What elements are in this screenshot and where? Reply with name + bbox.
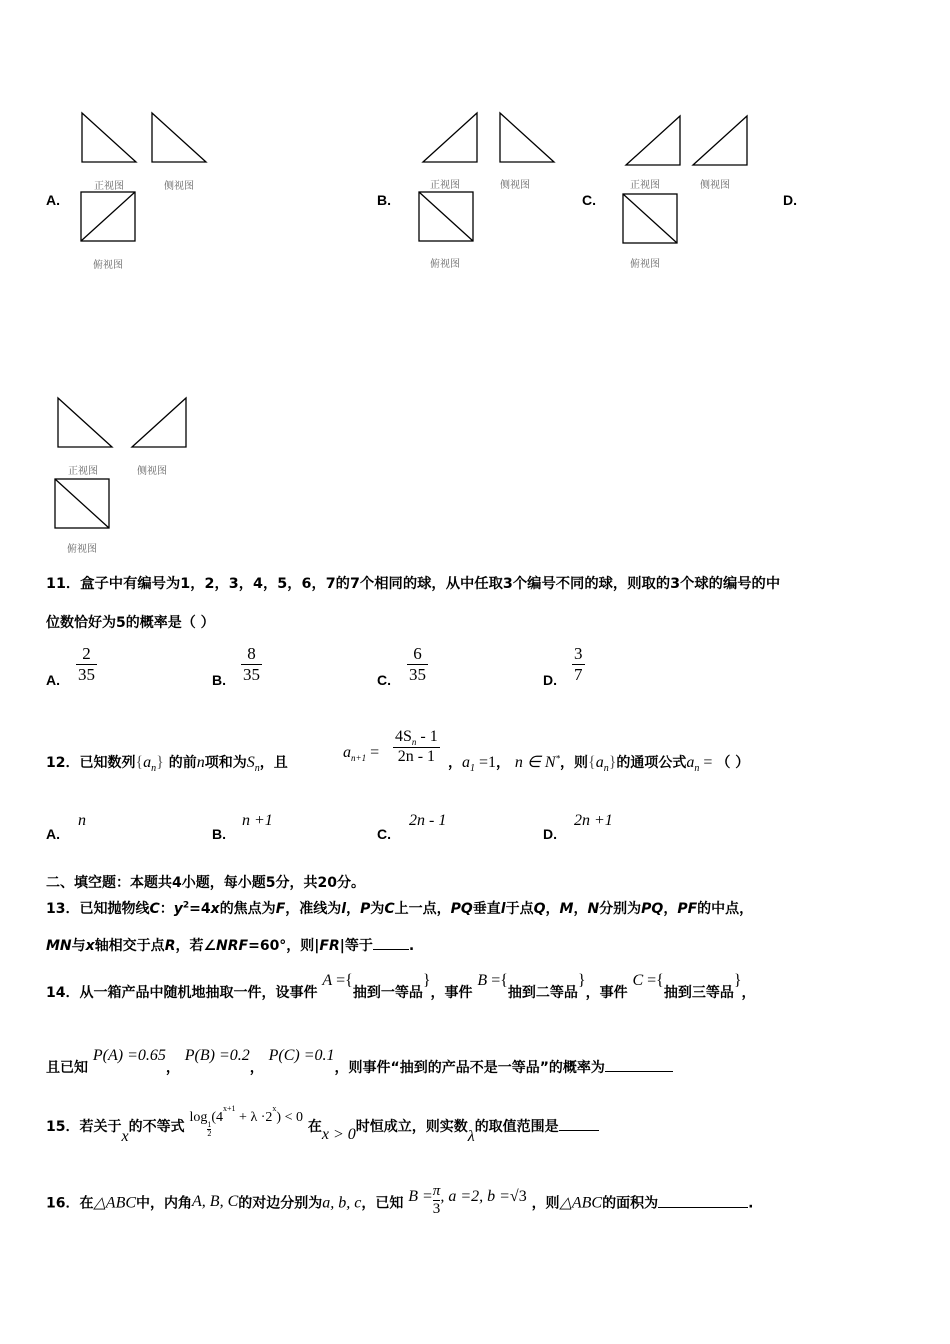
q10-option-b-letter[interactable]: B. [377, 192, 391, 208]
q11-option-b-letter[interactable]: B. [212, 672, 226, 688]
q12-option-d-value[interactable]: 2n +1 [574, 812, 613, 829]
q12-option-c-value[interactable]: 2n - 1 [409, 812, 447, 829]
q10-b-front-label: 正视图 [430, 180, 460, 191]
q10-b-side-view [498, 112, 558, 164]
q12-stem-tail: ，$a_1 =1$， n ∈ N*，则$\{a_n\}$的通项公式$a_n$ = （ ） [448, 753, 750, 774]
q12-recurrence-lhs: $a_{n+1}$ = [343, 744, 380, 764]
q10-c-front-label: 正视图 [630, 180, 660, 191]
q12-option-b-value[interactable]: n +1 [242, 812, 273, 829]
q11-option-a-value[interactable]: $\frac{2}{35}$ [78, 644, 95, 684]
q11-option-b-value[interactable]: $\frac{8}{35}$ [243, 644, 260, 684]
q10-option-c-letter[interactable]: C. [582, 192, 596, 208]
q10-option-d-letter[interactable]: D. [783, 192, 797, 208]
q12-option-d-letter[interactable]: D. [543, 826, 557, 842]
q11-option-d-letter[interactable]: D. [543, 672, 557, 688]
q15-stem: 15．若关于x的不等式 log $\frac{1}{2}$ $(4^{x+1} + \lambda \cdot 2^x) < 0$ 在x > 0时恒成立，则实数λ的取值范围是 [46, 1116, 599, 1136]
q12-option-a-letter[interactable]: A. [46, 826, 60, 842]
q13-stem-line2: MN与x轴相交于点R，若∠NRF=60°，则|FR|等于 . [46, 938, 415, 954]
q10-c-front-view [624, 115, 684, 167]
q10-a-front-label: 正视图 [94, 181, 124, 192]
q10-a-top-view [80, 191, 138, 243]
q10-c-side-label: 侧视图 [700, 180, 730, 191]
q10-d-side-label: 侧视图 [137, 466, 167, 477]
q10-c-side-view [691, 115, 751, 167]
q10-d-top-view [54, 478, 112, 530]
q10-b-top-view [418, 191, 476, 243]
q10-a-side-label: 侧视图 [164, 181, 194, 192]
q10-b-side-label: 侧视图 [500, 180, 530, 191]
q16-answer-blank[interactable] [658, 1207, 748, 1208]
q10-d-front-label: 正视图 [68, 466, 98, 477]
q10-c-top-label: 俯视图 [630, 259, 660, 270]
q10-a-top-label: 俯视图 [93, 260, 123, 271]
q10-d-front-view [56, 397, 116, 449]
q11-stem-line1: 11．盒子中有编号为1，2，3，4，5，6，7的7个相同的球，从中任取3个编号不同的球，则取的3个球的编号的中 [46, 576, 781, 592]
q12-option-b-letter[interactable]: B. [212, 826, 226, 842]
q11-option-d-value[interactable]: $\frac{3}{7}$ [574, 644, 583, 684]
q11-stem-line2: 位数恰好为5的概率是（ ） [46, 615, 215, 631]
q10-b-front-view [421, 112, 481, 164]
q14-stem-line2: 且已知 P(A) =0.65， P(B) =0.2， P(C) =0.1，则事件“抽到的产品不是一等品”的概率为 [46, 1057, 673, 1077]
q10-a-front-view [80, 112, 140, 164]
q13-answer-blank[interactable] [373, 949, 409, 950]
q10-b-top-label: 俯视图 [430, 259, 460, 270]
q10-d-top-label: 俯视图 [67, 544, 97, 555]
q12-recurrence-fraction: $\frac{4S_n - 1}{2n - 1}$ [395, 728, 438, 766]
q13-stem-line1: 13．已知抛物线C：$y^2=4x$的焦点为F，准线为l，P为C上一点，PQ垂直l于点Q，M，N分别为PQ，PF的中点， [46, 900, 754, 917]
section-2-heading: 二、填空题：本题共4小题，每小题5分，共20分。 [46, 875, 365, 891]
q11-option-c-value[interactable]: $\frac{6}{35}$ [409, 644, 426, 684]
q10-c-top-view [622, 193, 680, 245]
q10-a-side-view [150, 112, 210, 164]
q14-answer-blank[interactable] [605, 1071, 673, 1072]
q10-option-a-letter[interactable]: A. [46, 192, 60, 208]
q16-stem: 16．在△ABC中，内角A, B, C的对边分别为a, b, c，已知 B = $\frac{\pi}{3}$ , a =2, b =√3 ，则△ABC的面积为 . [46, 1183, 754, 1217]
q15-answer-blank[interactable] [559, 1130, 599, 1131]
q12-option-c-letter[interactable]: C. [377, 826, 391, 842]
q14-stem-line1: 14．从一箱产品中随机地抽取一件，设事件 A ={抽到一等品}，事件 B ={抽到二等品}，事件 C ={抽到三等品}， [46, 972, 756, 1001]
q12-option-a-value[interactable]: n [78, 812, 86, 829]
q10-d-side-view [130, 397, 190, 449]
q11-option-a-letter[interactable]: A. [46, 672, 60, 688]
q11-option-c-letter[interactable]: C. [377, 672, 391, 688]
q12-stem: 12．已知数列$\{a_n\}$ 的前n项和为$S_n$，且 [46, 754, 288, 774]
